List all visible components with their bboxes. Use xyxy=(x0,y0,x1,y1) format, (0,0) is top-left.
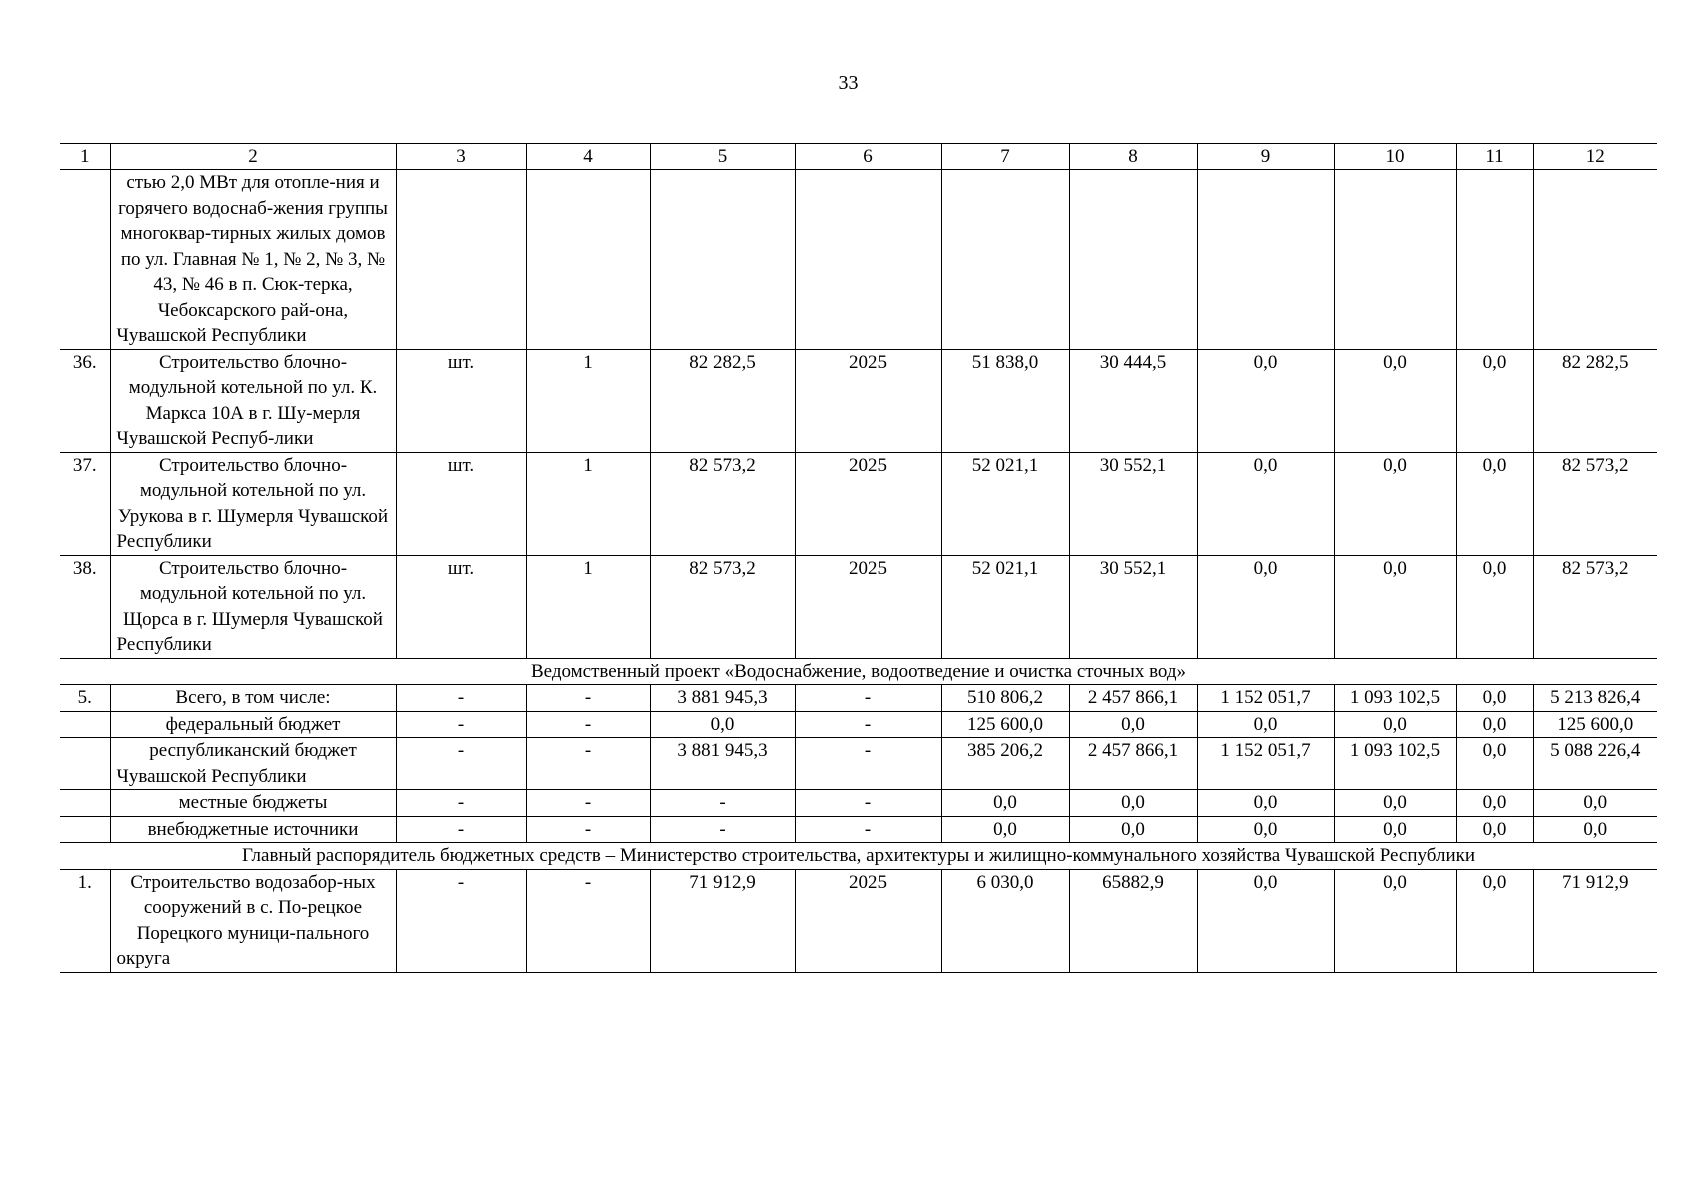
value-cell-12: 5 088 226,4 xyxy=(1533,738,1657,790)
item-name: республиканский бюджет Чувашской Республики xyxy=(110,738,396,790)
unit-cell: - xyxy=(396,685,526,712)
value-cell-7: 0,0 xyxy=(941,790,1069,817)
year-cell: 2025 xyxy=(795,555,941,658)
item-name: стью 2,0 МВт для отопле-ния и горячего водоснаб-жения группы многоквар-тирных жилых домов по ул. Главная № 1, № 2, № 3, № 43, № 46 в п. Сюк-терка, Чебоксарского рай-она, Чувашской Республики xyxy=(110,170,396,350)
quantity-cell xyxy=(526,170,650,350)
year-cell: - xyxy=(795,685,941,712)
value-cell-8: 30 552,1 xyxy=(1069,555,1197,658)
year-cell: - xyxy=(795,790,941,817)
value-cell-12: 0,0 xyxy=(1533,790,1657,817)
column-header: 4 xyxy=(526,144,650,170)
unit-cell xyxy=(396,170,526,350)
cost-cell: 82 282,5 xyxy=(650,349,795,452)
value-cell-8: 30 444,5 xyxy=(1069,349,1197,452)
value-cell-11: 0,0 xyxy=(1456,685,1533,712)
item-name: Всего, в том числе: xyxy=(110,685,396,712)
year-cell xyxy=(795,170,941,350)
column-header: 5 xyxy=(650,144,795,170)
value-cell-7: 0,0 xyxy=(941,816,1069,843)
cost-cell: 82 573,2 xyxy=(650,555,795,658)
value-cell-9: 1 152 051,7 xyxy=(1197,738,1334,790)
row-number: 37. xyxy=(60,452,110,555)
value-cell-8: 0,0 xyxy=(1069,790,1197,817)
value-cell-10: 0,0 xyxy=(1334,555,1456,658)
value-cell-8: 0,0 xyxy=(1069,711,1197,738)
unit-cell: - xyxy=(396,869,526,972)
cost-cell: 3 881 945,3 xyxy=(650,685,795,712)
item-name: Строительство водозабор-ных сооружений в с. По-рецкое Порецкого муници-пального округа xyxy=(110,869,396,972)
row-number xyxy=(60,711,110,738)
value-cell-8: 0,0 xyxy=(1069,816,1197,843)
value-cell-10: 0,0 xyxy=(1334,349,1456,452)
value-cell-9: 0,0 xyxy=(1197,869,1334,972)
column-header: 10 xyxy=(1334,144,1456,170)
value-cell-7: 52 021,1 xyxy=(941,555,1069,658)
value-cell-10 xyxy=(1334,170,1456,350)
row-number xyxy=(60,170,110,350)
table-row xyxy=(60,555,1657,658)
table-row xyxy=(60,170,1657,350)
authority-row xyxy=(60,843,1657,870)
table-row xyxy=(60,685,1657,712)
value-cell-9: 0,0 xyxy=(1197,349,1334,452)
section-title: Ведомственный проект «Водоснабжение, водоотведение и очистка сточных вод» xyxy=(60,658,1657,685)
row-number: 5. xyxy=(60,685,110,712)
value-cell-12: 82 282,5 xyxy=(1533,349,1657,452)
value-cell-12: 71 912,9 xyxy=(1533,869,1657,972)
value-cell-7: 510 806,2 xyxy=(941,685,1069,712)
year-cell: - xyxy=(795,711,941,738)
value-cell-11: 0,0 xyxy=(1456,816,1533,843)
quantity-cell: 1 xyxy=(526,555,650,658)
value-cell-9: 0,0 xyxy=(1197,452,1334,555)
unit-cell: шт. xyxy=(396,349,526,452)
quantity-cell: - xyxy=(526,790,650,817)
value-cell-12: 82 573,2 xyxy=(1533,452,1657,555)
row-number xyxy=(60,738,110,790)
value-cell-7: 51 838,0 xyxy=(941,349,1069,452)
column-header: 11 xyxy=(1456,144,1533,170)
value-cell-10: 0,0 xyxy=(1334,869,1456,972)
value-cell-11 xyxy=(1456,170,1533,350)
table-row xyxy=(60,738,1657,790)
item-name: внебюджетные источники xyxy=(110,816,396,843)
value-cell-10: 0,0 xyxy=(1334,790,1456,817)
cost-cell: 71 912,9 xyxy=(650,869,795,972)
value-cell-10: 0,0 xyxy=(1334,711,1456,738)
column-header: 8 xyxy=(1069,144,1197,170)
table-row xyxy=(60,790,1657,817)
cost-cell: 82 573,2 xyxy=(650,452,795,555)
value-cell-10: 0,0 xyxy=(1334,816,1456,843)
value-cell-8: 30 552,1 xyxy=(1069,452,1197,555)
year-cell: 2025 xyxy=(795,349,941,452)
value-cell-9 xyxy=(1197,170,1334,350)
quantity-cell: - xyxy=(526,738,650,790)
column-header: 12 xyxy=(1533,144,1657,170)
value-cell-9: 0,0 xyxy=(1197,711,1334,738)
unit-cell: - xyxy=(396,711,526,738)
quantity-cell: 1 xyxy=(526,349,650,452)
value-cell-8: 65882,9 xyxy=(1069,869,1197,972)
quantity-cell: 1 xyxy=(526,452,650,555)
value-cell-11: 0,0 xyxy=(1456,349,1533,452)
quantity-cell: - xyxy=(526,711,650,738)
quantity-cell: - xyxy=(526,869,650,972)
value-cell-8: 2 457 866,1 xyxy=(1069,685,1197,712)
value-cell-7: 125 600,0 xyxy=(941,711,1069,738)
column-header: 7 xyxy=(941,144,1069,170)
unit-cell: - xyxy=(396,790,526,817)
table-row xyxy=(60,869,1657,972)
column-header: 6 xyxy=(795,144,941,170)
value-cell-9: 0,0 xyxy=(1197,816,1334,843)
value-cell-12: 82 573,2 xyxy=(1533,555,1657,658)
cost-cell: 3 881 945,3 xyxy=(650,738,795,790)
value-cell-9: 0,0 xyxy=(1197,790,1334,817)
quantity-cell: - xyxy=(526,816,650,843)
column-header: 2 xyxy=(110,144,396,170)
row-number xyxy=(60,816,110,843)
value-cell-12 xyxy=(1533,170,1657,350)
item-name: Строительство блочно-модульной котельной по ул. К. Маркса 10А в г. Шу-мерля Чувашской Респуб-лики xyxy=(110,349,396,452)
value-cell-7: 385 206,2 xyxy=(941,738,1069,790)
row-number: 38. xyxy=(60,555,110,658)
value-cell-8 xyxy=(1069,170,1197,350)
column-number-header xyxy=(60,144,1657,170)
item-name: местные бюджеты xyxy=(110,790,396,817)
column-header: 1 xyxy=(60,144,110,170)
table-row xyxy=(60,711,1657,738)
year-cell: - xyxy=(795,738,941,790)
quantity-cell: - xyxy=(526,685,650,712)
item-name: федеральный бюджет xyxy=(110,711,396,738)
value-cell-9: 1 152 051,7 xyxy=(1197,685,1334,712)
row-number xyxy=(60,790,110,817)
column-header: 3 xyxy=(396,144,526,170)
cost-cell xyxy=(650,170,795,350)
value-cell-10: 1 093 102,5 xyxy=(1334,685,1456,712)
item-name: Строительство блочно-модульной котельной по ул. Щорса в г. Шумерля Чувашской Республики xyxy=(110,555,396,658)
cost-cell: 0,0 xyxy=(650,711,795,738)
unit-cell: - xyxy=(396,816,526,843)
value-cell-7: 6 030,0 xyxy=(941,869,1069,972)
value-cell-12: 5 213 826,4 xyxy=(1533,685,1657,712)
section-row xyxy=(60,658,1657,685)
unit-cell: шт. xyxy=(396,555,526,658)
table-row xyxy=(60,452,1657,555)
table-row xyxy=(60,349,1657,452)
column-header: 9 xyxy=(1197,144,1334,170)
value-cell-11: 0,0 xyxy=(1456,790,1533,817)
budget-table xyxy=(60,143,1657,973)
value-cell-11: 0,0 xyxy=(1456,452,1533,555)
value-cell-10: 1 093 102,5 xyxy=(1334,738,1456,790)
cost-cell: - xyxy=(650,816,795,843)
year-cell: 2025 xyxy=(795,869,941,972)
value-cell-11: 0,0 xyxy=(1456,711,1533,738)
row-number: 1. xyxy=(60,869,110,972)
value-cell-12: 0,0 xyxy=(1533,816,1657,843)
page-number: 33 xyxy=(838,72,859,94)
value-cell-7 xyxy=(941,170,1069,350)
value-cell-11: 0,0 xyxy=(1456,555,1533,658)
value-cell-7: 52 021,1 xyxy=(941,452,1069,555)
value-cell-9: 0,0 xyxy=(1197,555,1334,658)
item-name: Строительство блочно-модульной котельной по ул. Урукова в г. Шумерля Чувашской Республики xyxy=(110,452,396,555)
unit-cell: шт. xyxy=(396,452,526,555)
authority-title: Главный распорядитель бюджетных средств – Министерство строительства, архитектуры и жилищно-коммунального хозяйства Чувашской Республики xyxy=(60,843,1657,870)
table-row xyxy=(60,816,1657,843)
year-cell: 2025 xyxy=(795,452,941,555)
cost-cell: - xyxy=(650,790,795,817)
value-cell-10: 0,0 xyxy=(1334,452,1456,555)
value-cell-8: 2 457 866,1 xyxy=(1069,738,1197,790)
value-cell-11: 0,0 xyxy=(1456,738,1533,790)
value-cell-11: 0,0 xyxy=(1456,869,1533,972)
unit-cell: - xyxy=(396,738,526,790)
year-cell: - xyxy=(795,816,941,843)
value-cell-12: 125 600,0 xyxy=(1533,711,1657,738)
row-number: 36. xyxy=(60,349,110,452)
